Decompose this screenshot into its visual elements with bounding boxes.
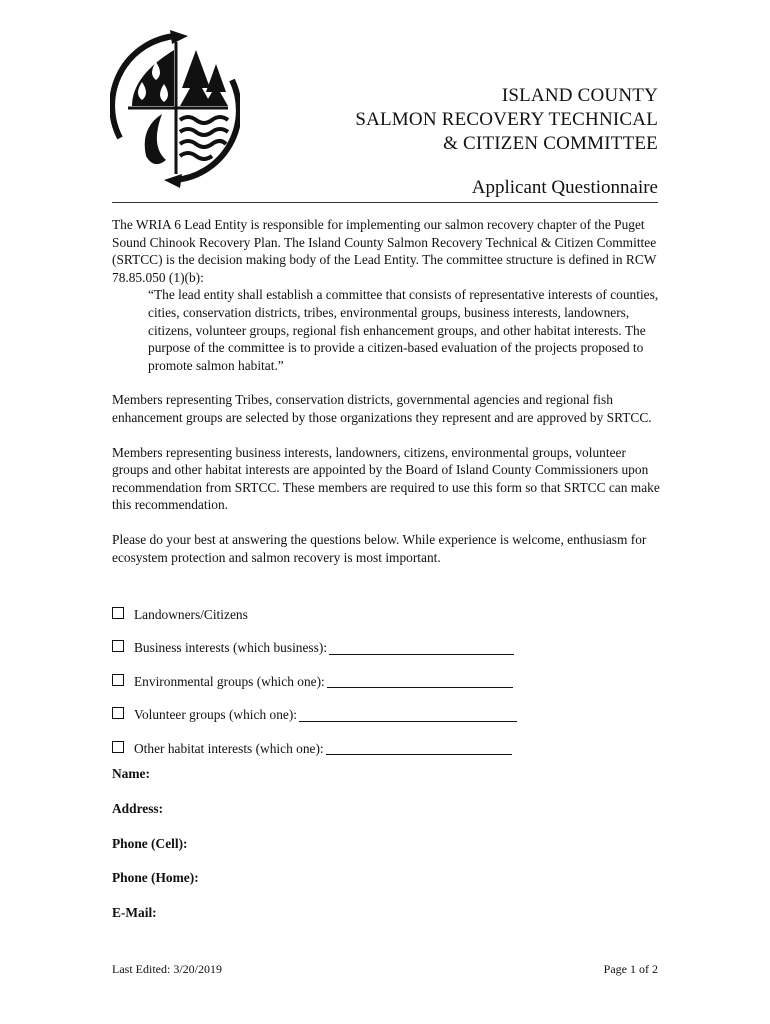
other-habitat-blank[interactable] [326,742,512,755]
checkbox[interactable] [112,607,124,619]
checkbox-label: Other habitat interests (which one): [134,740,324,756]
body-text [112,216,660,583]
address-field[interactable]: Address: [112,800,164,816]
checkbox[interactable] [112,674,124,686]
checkbox-row-business[interactable] [112,632,660,666]
applicant-fields [112,766,199,940]
page-footer [112,962,658,977]
title-line-1: ISLAND COUNTY [501,85,658,106]
name-field[interactable]: Name: [112,766,150,781]
title-line-2: SALMON RECOVERY TECHNICAL [355,109,658,130]
page-number: Page 1 of 2 [603,962,658,976]
checkbox-row-volunteer[interactable] [112,699,660,733]
appointed-members-paragraph: Members representing business interests, landowners, citizens, environmental groups, volunteer groups and other habitat interests are appointed by the Board of Island County Commissioners upon recommendation from SRTCC. These members are required to use this form so that SRTCC can make this recommendation. [112,444,660,513]
checkbox-label: Environmental groups (which one): [134,673,325,689]
email-field[interactable]: E-Mail: [112,905,157,921]
committee-title [278,84,658,156]
interest-checklist [112,598,660,766]
salmon-recovery-logo [110,28,240,188]
checkbox-row-environmental[interactable] [112,665,660,699]
checkbox[interactable] [112,707,124,719]
checkbox[interactable] [112,741,124,753]
checkbox-row-landowners[interactable] [112,598,660,632]
phone-home-field[interactable]: Phone (Home): [112,870,199,886]
instructions-paragraph: Please do your best at answering the questions below. While experience is welcome, enthusiasm for ecosystem protection and salmon recovery is most important. [112,531,647,565]
intro-paragraph: The WRIA 6 Lead Entity is responsible for implementing our salmon recovery chapter of the Puget Sound Chinook Recovery Plan. The Island County Salmon Recovery Technical & Citizen Committee (SRTCC) is the decision making body of the Lead Entity. The committee structure is defined in RCW 78.85.050 (1)(b): [112,217,657,285]
business-blank[interactable] [329,642,514,655]
environmental-blank[interactable] [327,675,513,688]
document-title: Applicant Questionnaire [471,177,658,198]
tribal-members-paragraph: Members representing Tribes, conservation districts, governmental agencies and regional fish enhancement groups are selected by those organizations they represent and are approved by SRTCC. [112,392,652,425]
title-divider [112,202,658,203]
volunteer-blank[interactable] [299,709,517,722]
checkbox[interactable] [112,640,124,652]
checkbox-label: Business interests (which business): [134,640,328,656]
checkbox-label: Landowners/Citizens [134,606,248,622]
phone-cell-field[interactable]: Phone (Cell): [112,835,188,851]
rcw-quote: “The lead entity shall establish a committee that consists of representative interests of counties, cities, conservation districts, tribes, environmental groups, business interests, landowners, citizens, volunteer groups, regional fish enhancement groups, and other habitat interests. The purpose of the committee is to provide a citizen-based evaluation of the projects proposed to promote salmon habitat.” [148,287,659,373]
checkbox-label: Volunteer groups (which one): [134,707,298,723]
last-edited: Last Edited: 3/20/2019 [112,962,222,976]
title-line-3: & CITIZEN COMMITTEE [443,133,658,154]
checkbox-row-other-habitat[interactable] [112,732,660,766]
